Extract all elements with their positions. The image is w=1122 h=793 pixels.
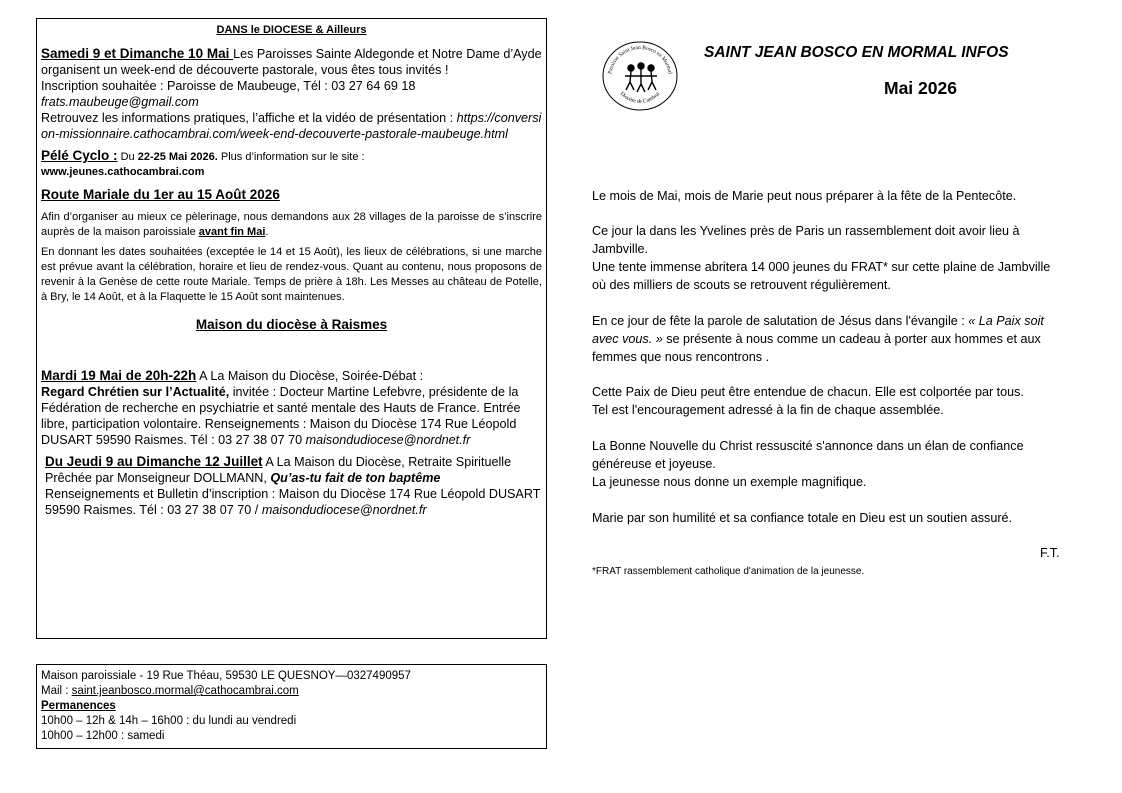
paragraph: La jeunesse nous donne un exemple magnifique. (592, 475, 867, 489)
section-heading: DANS le DIOCESE & Ailleurs (216, 24, 367, 36)
mail-line: Mail : saint.jeanbosco.mormal@cathocambrai.com (41, 685, 299, 697)
paragraph: Tel est l'encouragement adressé à la fin de chaque assemblée. (592, 403, 944, 417)
svg-text:Diocèse de Cambrai: Diocèse de Cambrai (618, 90, 662, 105)
url-link[interactable]: https://conversion-missionnaire.cathocambrai.com/week-end-decouverte-pastorale-maubeuge.html (41, 111, 542, 141)
event-title: Pélé Cyclo : (41, 148, 118, 163)
diocese-news-box (36, 18, 547, 639)
event-retraite: Du Jeudi 9 au Dimanche 12 Juillet A La Maison du Diocèse, Retraite Spirituelle Prêchée par Monseigneur DOLLMANN, Qu’as-tu fait de ton baptême Renseignements et Bulletin d’inscription : Maison du Diocèse 174 Rue Léopold DUSART 59590 Raismes. Tél : 03 27 38 07 70 / maisondudiocese@nordnet.fr (45, 454, 541, 517)
permanences-label: Permanences (41, 700, 116, 712)
paragraph: La Bonne Nouvelle du Christ ressuscité s'annonce dans un élan de confiance généreuse et joyeuse. (592, 439, 1024, 471)
paragraph: En donnant les dates souhaitées (exceptée le 14 et 15 Août), les lieux de célébrations, si une marche est prévue avant la célébration, horaire et lieu de rendez-vous. Quant au contenu, nous proposons de revenir à la Genèse de cette route Mariale. Temps de prière à 18h. Les Messes au château de Potelle, à Bry, le 14 Août, et à la Flaquette le 15 Août sont maintenues. (41, 246, 542, 303)
email-link[interactable]: maisondudiocese@nordnet.fr (261, 503, 427, 517)
event-weekend-pastorale: Samedi 9 et Dimanche 10 Mai Les Paroisses Sainte Aldegonde et Notre Dame d’Ayde organisent un week-end de découverte pastorale, vous êtes tous invités ! Inscription souhaitée : Paroisse de Maubeuge, Tél : 03 27 64 69 18 frats.maubeuge@gmail.com Retrouvez les informations pratiques, l’affiche et la vidéo de présentation : https://conversion-missionnaire.cathocambrai.com/week-end-decouverte-pastorale-maubeuge.html (41, 46, 542, 141)
event-route-mariale (41, 186, 542, 305)
email-link[interactable]: frats.maubeuge@gmail.com (41, 95, 199, 109)
event-pele-cyclo: Pélé Cyclo : Du 22-25 Mai 2026. Plus d’information sur le site : www.jeunes.cathocambrai.com (41, 148, 365, 178)
email-link[interactable]: maisondudiocese@nordnet.fr (305, 433, 471, 447)
event-title: Samedi 9 et Dimanche 10 Mai (41, 46, 234, 61)
maison-diocese-heading: Maison du diocèse à Raismes (195, 317, 388, 332)
footnote: *FRAT rassemblement catholique d'animation de la jeunesse. (592, 566, 865, 577)
paragraph: En ce jour de fête la parole de salutation de Jésus dans l'évangile : « La Paix soit avec vous. » se présente à nous comme un cadeau à porter aux hommes et aux femmes que nous rencontrons . (592, 314, 1044, 364)
paragraph: Afin d’organiser au mieux ce pèlerinage, nous demandons aux 28 villages de la paroisse de s’inscrire auprès de la maison paroissiale avant fin Mai. (41, 211, 542, 238)
event-title: Du Jeudi 9 au Dimanche 12 Juillet (45, 454, 263, 469)
svg-text:Paroisse Saint Jean Bosco en M: Paroisse Saint Jean Bosco en Mormal (607, 44, 673, 75)
paragraph: Le mois de Mai, mois de Marie peut nous préparer à la fête de la Pentecôte. (592, 189, 1017, 203)
issue-month: Mai 2026 (884, 78, 957, 98)
event-title: Mardi 19 Mai de 20h-22h (41, 368, 197, 383)
page-title: SAINT JEAN BOSCO EN MORMAL INFOS (704, 44, 1009, 61)
event-soiree-debat: Mardi 19 Mai de 20h-22h A La Maison du Diocèse, Soirée-Débat : Regard Chrétien sur l’Actualité, invitée : Docteur Martine Lefebvre, présidente de la Fédération de recherche en psychiatrie et santé mentale des Hauts de France. Entrée libre, participation volontaire. Renseignements : Maison du Diocèse 174 Rue Léopold DUSART 59590 Raismes. Tél : 03 27 38 07 70 maisondudiocese@nordnet.fr (41, 368, 521, 447)
signature: F.T. (1040, 546, 1060, 560)
paragraph: Cette Paix de Dieu peut être entendue de chacun. Elle est colportée par tous. (592, 385, 1024, 399)
paragraph: Une tente immense abritera 14 000 jeunes du FRAT* sur cette plaine de Jambville où des milliers de scouts se retrouvent régulièrement. (592, 260, 1051, 292)
paragraph: Ce jour la dans les Yvelines près de Paris un rassemblement doit avoir lieu à Jambville. (592, 224, 1020, 256)
parish-logo (601, 40, 679, 112)
mail-link[interactable]: saint.jeanbosco.mormal@cathocambrai.com (71, 685, 299, 697)
paragraph: Marie par son humilité et sa confiance totale en Dieu est un soutien assuré. (592, 511, 1013, 525)
event-title: Route Mariale du 1er au 15 Août 2026 (41, 187, 280, 202)
url-link[interactable]: www.jeunes.cathocambrai.com (41, 166, 205, 178)
permanence-saturday: 10h00 – 12h00 : samedi (41, 730, 165, 742)
address: Maison paroissiale - 19 Rue Théau, 59530 LE QUESNOY—0327490957 (41, 670, 411, 682)
contact-box (36, 664, 547, 749)
permanence-weekday: 10h00 – 12h & 14h – 16h00 : du lundi au vendredi (41, 715, 297, 727)
